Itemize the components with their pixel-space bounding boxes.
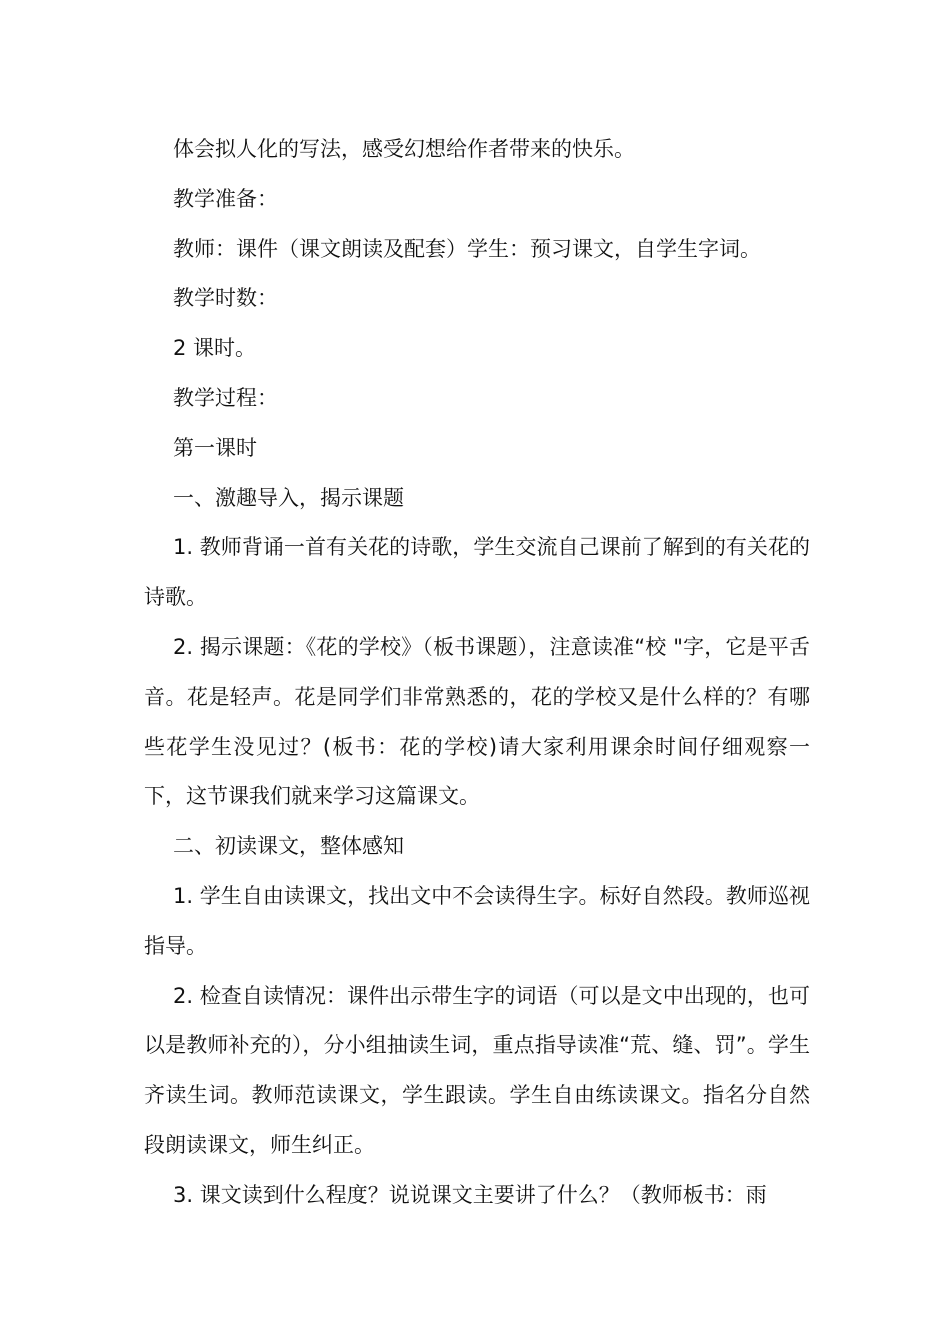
paragraph-goal: 体会拟人化的写法，感受幻想给作者带来的快乐。 <box>173 137 635 161</box>
paragraph-first-lesson: 第一课时 <box>173 435 257 460</box>
paragraph-process-heading: 教学过程： <box>173 385 278 410</box>
paragraph-prep-detail: 教师：课件（课文朗读及配套）学生：预习课文，自学生字词。 <box>173 236 761 261</box>
paragraph-hours-detail: 2 课时。 <box>173 336 257 361</box>
paragraph-step-2-3: 3. 课文读到什么程度？说说课文主要讲了什么？（教师板书：雨 <box>173 1182 767 1207</box>
paragraph-hours-heading: 教学时数： <box>173 286 278 311</box>
paragraph-step-2-2: 2. 检查自读情况：课件出示带生字的词语（可以是文中出现的，也可以是教师补充的），分小组抽读生词，重点指导读准“荒、缝、罚”。学生齐读生词。教师范读课文，学生跟读。学生自由练读课文。指名分自然段朗读课文，师生纠正。 <box>144 983 810 1157</box>
paragraph-section-one: 一、激趣导入，揭示课题 <box>173 485 404 510</box>
paragraph-prep-heading: 教学准备： <box>173 186 278 211</box>
paragraph-step-1-1: 1. 教师背诵一首有关花的诗歌，学生交流自己课前了解到的有关花的诗歌。 <box>144 535 810 610</box>
document-body <box>144 125 810 1221</box>
paragraph-section-two: 二、初读课文，整体感知 <box>173 834 404 859</box>
paragraph-step-1-2: 2. 揭示课题：《花的学校》（板书课题），注意读准“校 "字，它是平舌音。花是轻声。花是同学们非常熟悉的，花的学校又是什么样的？有哪些花学生没见过？(板书：花的学校)请大家利用课余时间仔细观察一下，这节课我们就来学习这篇课文。 <box>144 634 810 809</box>
paragraph-step-2-1: 1. 学生自由读课文，找出文中不会读得生字。标好自然段。教师巡视指导。 <box>144 883 810 958</box>
